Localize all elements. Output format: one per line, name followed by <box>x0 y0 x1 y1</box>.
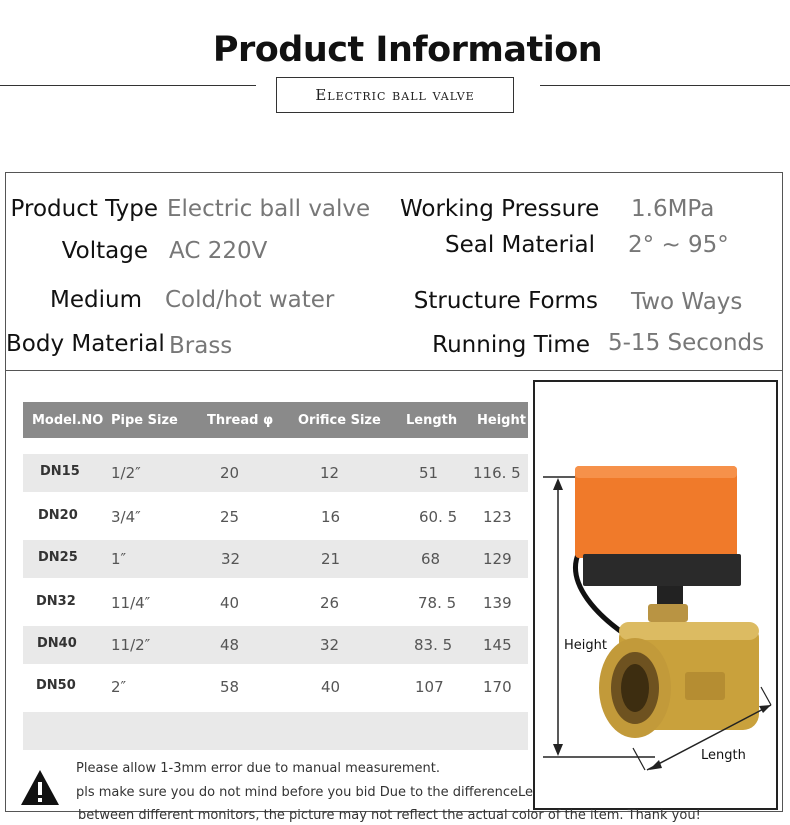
spec-value-body-material: Brass <box>169 333 233 359</box>
header-divider-right <box>540 85 790 86</box>
cell-thread: 20 <box>220 464 240 482</box>
cell-orifice: 12 <box>320 464 340 482</box>
spec-label-voltage: Voltage <box>61 238 148 264</box>
note-line-2: pls make sure you do not mind before you bid Due to the differenceLe <box>76 785 534 800</box>
cell-model: DN20 <box>38 508 78 523</box>
spec-value-seal-material: 2° ~ 95° <box>628 232 729 258</box>
note-line-3: between different monitors, the picture may not reflect the actual color of the item. Thank you! <box>78 808 701 823</box>
cell-orifice: 21 <box>321 550 341 568</box>
spec-value-voltage: AC 220V <box>169 238 268 264</box>
header-orifice-size: Orifice Size <box>298 413 381 428</box>
cell-orifice: 26 <box>320 594 340 612</box>
product-image-frame <box>533 380 778 810</box>
spec-label-product-type: Product Type <box>10 196 158 222</box>
spec-value-product-type: Electric ball valve <box>167 196 371 222</box>
cell-model: DN15 <box>40 464 80 479</box>
header-divider-left <box>0 85 256 86</box>
spec-value-running-time: 5-15 Seconds <box>608 330 765 356</box>
cell-length: 68 <box>421 550 441 568</box>
table-empty-row <box>23 712 528 750</box>
spec-separator <box>5 370 783 371</box>
cell-model: DN32 <box>36 594 76 609</box>
cell-model: DN50 <box>36 678 76 693</box>
cell-height: 139 <box>483 594 512 612</box>
spec-label-seal-material: Seal Material <box>445 232 595 258</box>
table-row <box>23 454 528 492</box>
cell-thread: 32 <box>221 550 241 568</box>
table-row <box>23 668 528 706</box>
cell-length: 107 <box>415 678 444 696</box>
cell-pipe-size: 3/4″ <box>111 508 141 526</box>
note-line-1: Please allow 1-3mm error due to manual measurement. <box>76 761 440 776</box>
cell-orifice: 40 <box>321 678 341 696</box>
cell-length: 78. 5 <box>418 594 457 612</box>
header-height: Height <box>477 413 526 428</box>
cell-height: 145 <box>483 636 512 654</box>
cell-pipe-size: 1/2″ <box>111 464 141 482</box>
cell-thread: 58 <box>220 678 240 696</box>
spec-value-working-pressure: 1.6MPa <box>631 196 715 222</box>
ball-valve-illustration <box>535 382 776 808</box>
spec-value-medium: Cold/hot water <box>165 287 335 313</box>
subtitle-box: Electric ball valve <box>276 77 514 113</box>
table-row <box>23 498 528 536</box>
cell-pipe-size: 1″ <box>111 550 127 568</box>
cell-height: 123 <box>483 508 512 526</box>
cell-height: 129 <box>483 550 512 568</box>
header-length: Length <box>406 413 458 428</box>
spec-label-running-time: Running Time <box>432 332 590 358</box>
cell-height: 170 <box>483 678 512 696</box>
height-label: Height <box>564 638 607 653</box>
header-thread: Thread φ <box>207 413 274 428</box>
spec-label-structure-forms: Structure Forms <box>413 288 598 314</box>
table-row <box>23 540 528 578</box>
spec-label-body-material: Body Material <box>6 331 165 357</box>
cell-pipe-size: 11/2″ <box>111 636 151 654</box>
spec-label-medium: Medium <box>50 287 142 313</box>
page-title: Product Information <box>212 30 603 70</box>
warning-icon <box>20 768 60 808</box>
cell-pipe-size: 11/4″ <box>111 594 151 612</box>
header-pipe-size: Pipe Size <box>111 413 178 428</box>
cell-model: DN40 <box>37 636 77 651</box>
table-row <box>23 626 528 664</box>
spec-label-working-pressure: Working Pressure <box>400 196 600 222</box>
cell-thread: 48 <box>220 636 240 654</box>
table-row <box>23 584 528 622</box>
cell-orifice: 32 <box>320 636 340 654</box>
spec-value-structure-forms: Two Ways <box>631 289 743 315</box>
cell-thread: 25 <box>220 508 240 526</box>
cell-length: 60. 5 <box>419 508 458 526</box>
cell-thread: 40 <box>220 594 240 612</box>
header-model: Model.NO <box>32 413 104 428</box>
cell-model: DN25 <box>38 550 78 565</box>
cell-pipe-size: 2″ <box>111 678 127 696</box>
cell-height: 116. 5 <box>473 464 521 482</box>
table-header <box>23 402 528 438</box>
length-label: Length <box>701 748 746 763</box>
cell-length: 83. 5 <box>414 636 453 654</box>
cell-orifice: 16 <box>321 508 341 526</box>
cell-length: 51 <box>419 464 439 482</box>
